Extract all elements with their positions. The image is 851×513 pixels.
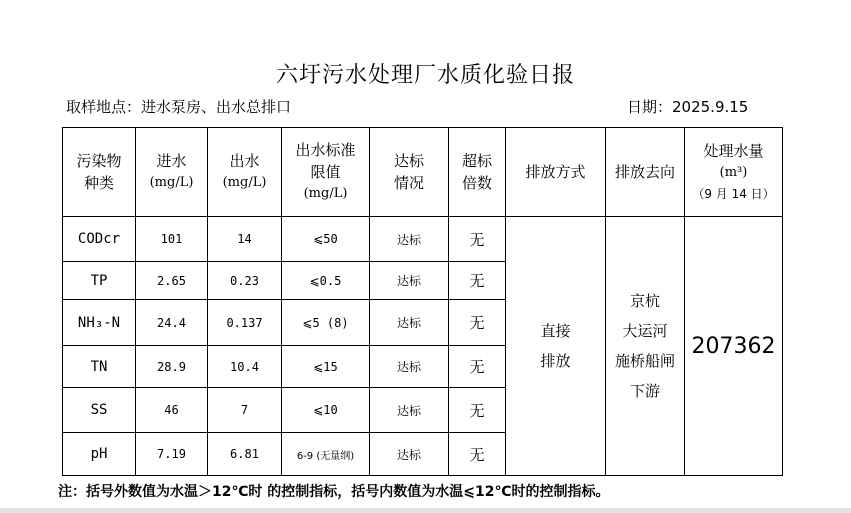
header-exceed: 超标 倍数 (449, 128, 506, 217)
row-status: 达标 (370, 346, 449, 388)
report-title: 六圩污水处理厂水质化验日报 (275, 63, 575, 88)
row-inflow: 46 (136, 388, 208, 433)
discharge-dest-cell: 京杭 大运河 施桥船闸 下游 (606, 217, 685, 476)
row-exceed: 无 (449, 388, 506, 433)
row-status: 达标 (370, 262, 449, 300)
row-outflow: 0.23 (208, 262, 282, 300)
row-standard: ⩽15 (282, 346, 370, 388)
row-standard: ⩽0.5 (282, 262, 370, 300)
row-exceed: 无 (449, 346, 506, 388)
row-exceed: 无 (449, 300, 506, 346)
row-exceed: 无 (449, 217, 506, 262)
row-outflow: 10.4 (208, 346, 282, 388)
row-name: TN (63, 346, 136, 388)
table-row (63, 217, 783, 262)
row-name: pH (63, 433, 136, 476)
header-discharge-dest: 排放去向 (606, 128, 685, 217)
row-inflow: 101 (136, 217, 208, 262)
discharge-method-cell: 直接 排放 (506, 217, 606, 476)
header-outflow: 出水 (mg/L) (208, 128, 282, 217)
header-inflow: 进水 (mg/L) (136, 128, 208, 217)
row-inflow: 28.9 (136, 346, 208, 388)
header-discharge-method: 排放方式 (506, 128, 606, 217)
row-name: SS (63, 388, 136, 433)
treated-volume: 207362 (685, 217, 783, 476)
row-status: 达标 (370, 300, 449, 346)
row-outflow: 14 (208, 217, 282, 262)
row-inflow: 24.4 (136, 300, 208, 346)
bottom-divider (0, 508, 851, 513)
header-row (63, 128, 783, 217)
row-exceed: 无 (449, 262, 506, 300)
report-date: 日期：2025.9.15 (627, 98, 749, 116)
water-quality-table (62, 127, 783, 476)
row-name: NH₃-N (63, 300, 136, 346)
header-status: 达标 情况 (370, 128, 449, 217)
row-standard: ⩽5 (8) (282, 300, 370, 346)
row-status: 达标 (370, 433, 449, 476)
footnote: 注：括号外数值为水温＞12℃时 的控制指标，括号内数值为水温⩽12℃时的控制指标。 (58, 484, 610, 500)
row-name: TP (63, 262, 136, 300)
row-standard: 6-9 (无量纲) (282, 433, 370, 476)
row-inflow: 2.65 (136, 262, 208, 300)
row-outflow: 0.137 (208, 300, 282, 346)
header-standard: 出水标准 限值 (mg/L) (282, 128, 370, 217)
row-status: 达标 (370, 388, 449, 433)
row-exceed: 无 (449, 433, 506, 476)
row-outflow: 7 (208, 388, 282, 433)
row-standard: ⩽10 (282, 388, 370, 433)
row-standard: ⩽50 (282, 217, 370, 262)
header-pollutant: 污染物 种类 (63, 128, 136, 217)
row-name: CODcr (63, 217, 136, 262)
row-inflow: 7.19 (136, 433, 208, 476)
row-status: 达标 (370, 217, 449, 262)
header-volume: 处理水量 (m³) （9 月 14 日） (685, 128, 783, 217)
row-outflow: 6.81 (208, 433, 282, 476)
sampling-location: 取样地点：进水泵房、出水总排口 (66, 98, 292, 116)
